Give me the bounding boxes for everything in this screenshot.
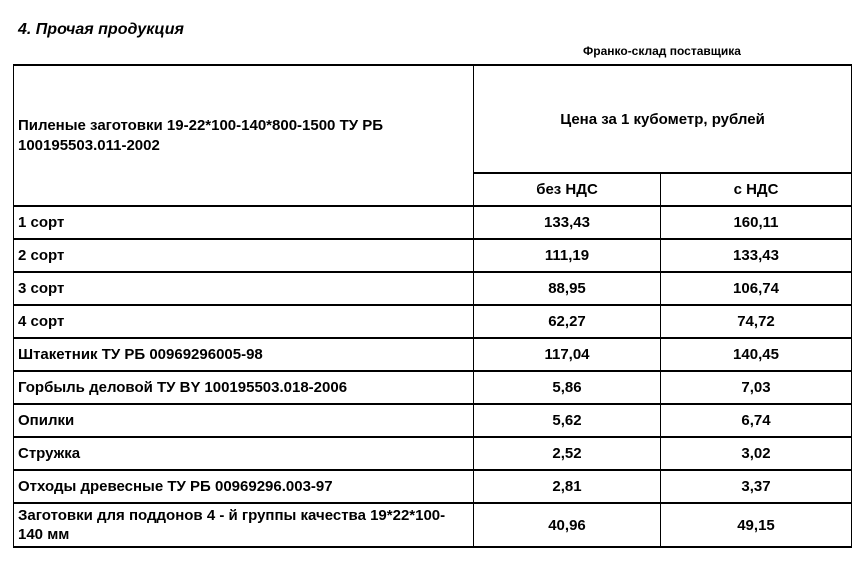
section-title: 4. Прочая продукция [18,21,184,38]
row-name: Опилки [14,404,474,437]
row-without-vat: 5,62 [474,404,661,437]
table-row [14,371,852,404]
row-with-vat: 3,02 [661,437,852,470]
table-row [14,338,852,371]
table-row [14,305,852,338]
header-with-vat: с НДС [661,173,852,206]
row-without-vat: 2,52 [474,437,661,470]
row-name: 3 сорт [14,272,474,305]
header-product: Пиленые заготовки 19-22*100-140*800-1500 ТУ РБ 100195503.011-2002 [14,65,474,206]
row-name: Заготовки для поддонов 4 - й группы качества 19*22*100-140 мм [14,503,474,547]
row-name: Штакетник ТУ РБ 00969296005-98 [14,338,474,371]
delivery-terms: Франко-склад поставщика [583,44,741,58]
row-name: 2 сорт [14,239,474,272]
table-row [14,470,852,503]
table-row [14,272,852,305]
row-with-vat: 106,74 [661,272,852,305]
table-row [14,206,852,239]
row-without-vat: 88,95 [474,272,661,305]
row-with-vat: 3,37 [661,470,852,503]
row-without-vat: 40,96 [474,503,661,547]
row-name: Отходы древесные ТУ РБ 00969296.003-97 [14,470,474,503]
row-without-vat: 2,81 [474,470,661,503]
row-without-vat: 62,27 [474,305,661,338]
row-with-vat: 7,03 [661,371,852,404]
table-row [14,503,852,547]
price-table [13,64,852,548]
row-with-vat: 140,45 [661,338,852,371]
table-row [14,404,852,437]
row-with-vat: 74,72 [661,305,852,338]
row-without-vat: 133,43 [474,206,661,239]
row-name: 4 сорт [14,305,474,338]
header-without-vat: без НДС [474,173,661,206]
row-with-vat: 160,11 [661,206,852,239]
table-row [14,239,852,272]
row-with-vat: 133,43 [661,239,852,272]
header-row [14,65,852,173]
row-with-vat: 49,15 [661,503,852,547]
table-row [14,437,852,470]
row-name: 1 сорт [14,206,474,239]
header-price-per-m3: Цена за 1 кубометр, рублей [474,65,852,173]
row-without-vat: 111,19 [474,239,661,272]
row-without-vat: 117,04 [474,338,661,371]
row-without-vat: 5,86 [474,371,661,404]
row-name: Стружка [14,437,474,470]
row-with-vat: 6,74 [661,404,852,437]
row-name: Горбыль деловой ТУ BY 100195503.018-2006 [14,371,474,404]
